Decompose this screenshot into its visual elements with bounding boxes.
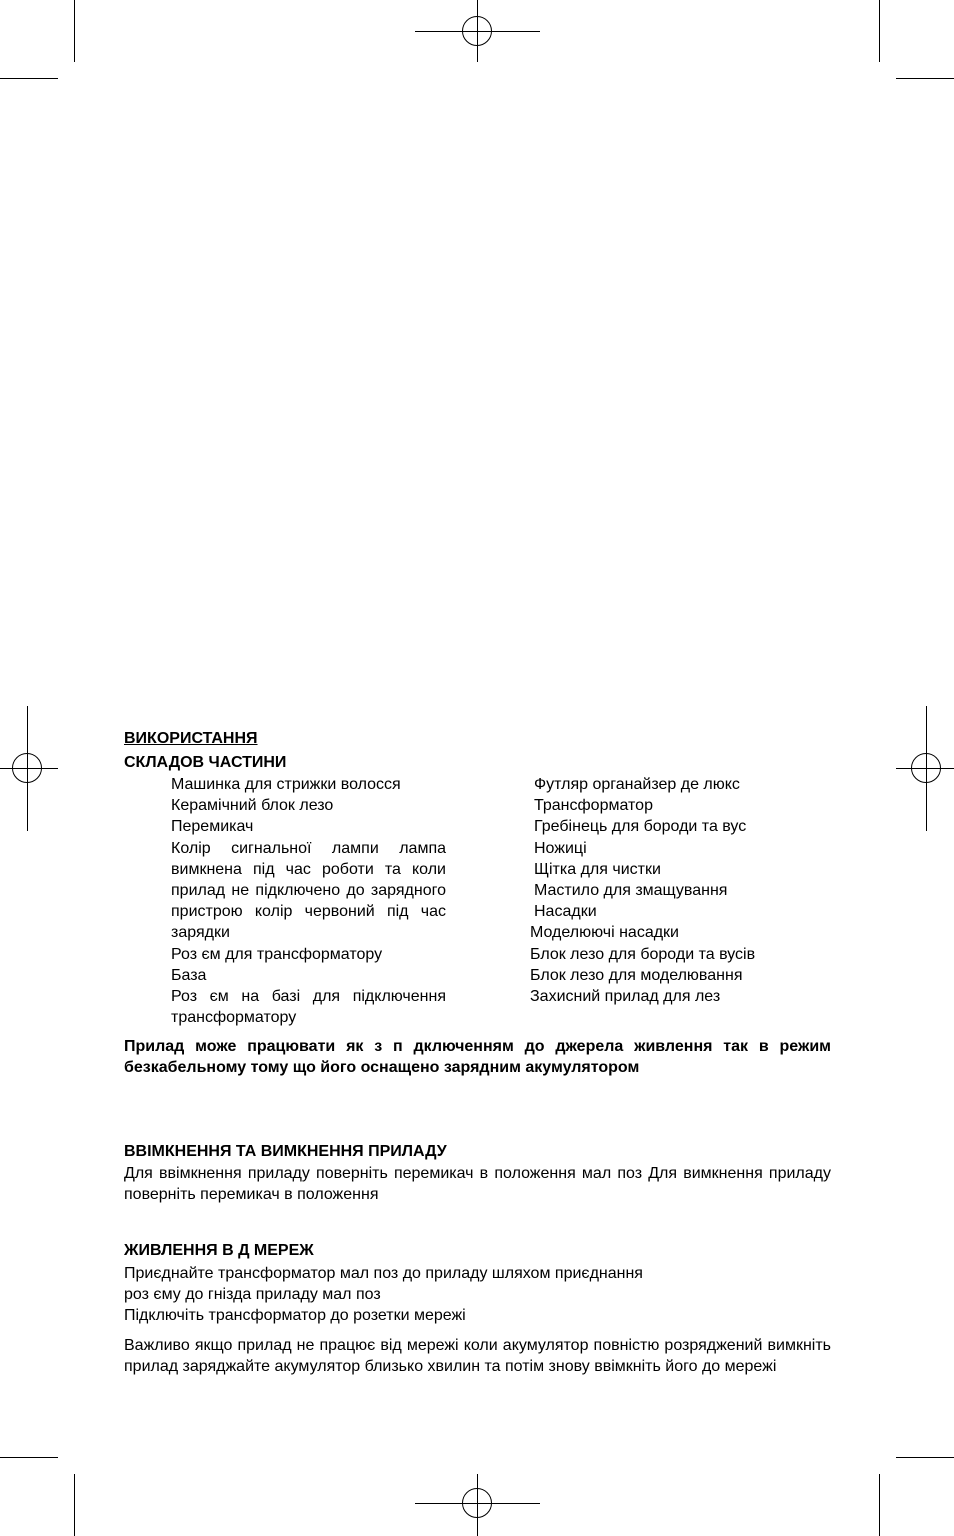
list-item: Моделюючі насадки — [530, 924, 679, 942]
heading-power: ЖИВЛЕННЯ В Д МЕРЕЖ — [124, 1242, 314, 1259]
list-item: Колір сигнальної лампи лампа вимкнена під час роботи та коли прилад не підключено до зарядного пристрою колір червоний під час зарядки — [171, 839, 446, 942]
list-item: Машинка для стрижки волосся — [171, 776, 401, 793]
registration-left-circle-icon — [12, 753, 42, 783]
registration-top-circle-icon — [462, 16, 492, 46]
crop-mark-bottom-right-v — [879, 1474, 880, 1536]
paragraph-power-line3: Підключіть трансформатор до розетки мережі — [124, 1307, 466, 1324]
list-item: Мастило для змащування — [534, 882, 728, 900]
list-item: Керамічний блок лезо — [171, 797, 334, 815]
heading-components: СКЛАДОВ ЧАСТИНИ — [124, 754, 287, 771]
list-item: Перемикач — [171, 818, 254, 836]
list-item: Захисний прилад для лез — [530, 988, 721, 1006]
registration-right-circle-icon — [911, 753, 941, 783]
crop-mark-bottom-left-v — [74, 1474, 75, 1536]
list-item: Ножиці — [534, 839, 587, 857]
paragraph-power-line2: роз єму до гнізда приладу мал поз — [124, 1286, 381, 1303]
paragraph-cordless: Прилад може працювати як з п дключенням до джерела живлення так в режим безкабельному тому що його оснащено зарядним акумулятором — [124, 1038, 831, 1077]
crop-mark-top-right-v — [879, 0, 880, 62]
components-right-list — [530, 774, 830, 1007]
paragraph-power-line1: Приєднайте трансформатор мал поз до приладу шляхом приєднання — [124, 1265, 643, 1282]
paragraph-onoff: Для ввімкнення приладу поверніть перемикач в положення мал поз Для вимкнення приладу поверніть перемикач в положення — [124, 1165, 831, 1204]
components-left-list — [171, 774, 446, 1028]
heading-usage: ВИКОРИСТАННЯ — [124, 730, 258, 747]
list-item: Футляр органайзер де люкс — [534, 776, 740, 793]
crop-mark-top-left-h — [0, 78, 58, 79]
list-item: Трансформатор — [534, 797, 653, 815]
list-item: Гребінець для бороди та вус — [534, 818, 747, 836]
crop-mark-top-left-v — [74, 0, 75, 62]
heading-onoff: ВВІМКНЕННЯ ТА ВИМКНЕННЯ ПРИЛАДУ — [124, 1143, 447, 1160]
paragraph-important: Важливо якщо прилад не працює від мережі коли акумулятор повністю розряджений вимкніть прилад заряджайте акумулятор близько хвилин та потім знову ввімкніть його до мережі — [124, 1337, 831, 1376]
list-item: База — [171, 966, 207, 984]
crop-mark-bottom-left-h — [0, 1457, 58, 1458]
crop-mark-top-right-h — [896, 78, 954, 79]
list-item: Блок лезо для бороди та вусів — [530, 945, 756, 963]
crop-mark-bottom-right-h — [896, 1457, 954, 1458]
registration-bottom-circle-icon — [462, 1488, 492, 1518]
list-item: Роз єм на базі для підключення трансформатору — [171, 988, 446, 1027]
list-item: Насадки — [534, 903, 597, 921]
list-item: Роз єм для трансформатору — [171, 945, 383, 963]
list-item: Щітка для чистки — [534, 860, 661, 878]
list-item: Блок лезо для моделювання — [530, 966, 743, 984]
